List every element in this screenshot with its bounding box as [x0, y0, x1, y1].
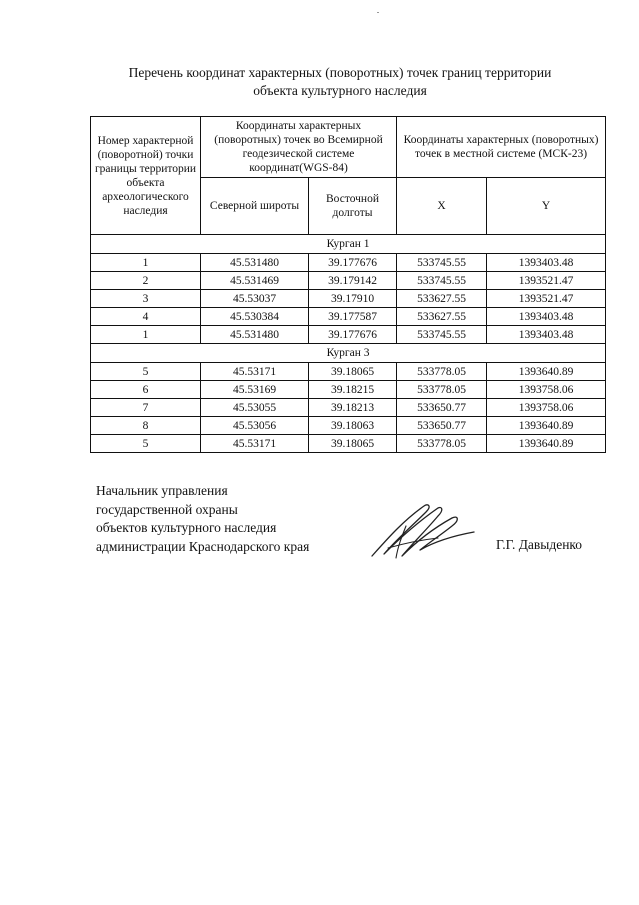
position-line-1: Начальник управления	[96, 483, 228, 498]
cell-east-longitude: 39.18215	[309, 381, 397, 399]
title-line-1: Перечень координат характерных (поворотных) точек границ территории	[128, 65, 552, 80]
cell-north-latitude: 45.530384	[201, 308, 309, 326]
signer-name: Г.Г. Давыденко	[496, 537, 583, 552]
header-point-number: Номер характерной (поворотной) точки границы территории объекта археологического наследия	[91, 117, 201, 235]
cell-x: 533745.55	[397, 272, 487, 290]
cell-point-number: 5	[91, 363, 201, 381]
cell-x: 533745.55	[397, 326, 487, 344]
cell-x: 533778.05	[397, 363, 487, 381]
cell-y: 1393758.06	[487, 399, 606, 417]
cell-point-number: 5	[91, 435, 201, 453]
cell-y: 1393521.47	[487, 272, 606, 290]
cell-y: 1393640.89	[487, 363, 606, 381]
cell-y: 1393403.48	[487, 254, 606, 272]
cell-y: 1393640.89	[487, 417, 606, 435]
cell-east-longitude: 39.17910	[309, 290, 397, 308]
position-line-4: администрации Краснодарского края	[96, 538, 310, 554]
cell-x: 533627.55	[397, 308, 487, 326]
table-row	[91, 417, 606, 435]
table-row	[91, 290, 606, 308]
cell-north-latitude: 45.53171	[201, 435, 309, 453]
cell-point-number: 3	[91, 290, 201, 308]
cell-point-number: 4	[91, 308, 201, 326]
cell-y: 1393521.47	[487, 290, 606, 308]
cell-x: 533650.77	[397, 417, 487, 435]
table-row	[91, 308, 606, 326]
table-row	[91, 326, 606, 344]
section-title: Курган 1	[91, 235, 606, 254]
header-north-latitude: Северной широты	[201, 178, 309, 235]
table-row	[91, 381, 606, 399]
header-x: X	[397, 178, 487, 235]
handwritten-signature	[368, 498, 478, 562]
cell-point-number: 7	[91, 399, 201, 417]
cell-point-number: 8	[91, 417, 201, 435]
cell-east-longitude: 39.18065	[309, 435, 397, 453]
cell-east-longitude: 39.177676	[309, 254, 397, 272]
header-msk23-group: Координаты характерных (поворотных) точек в местной системе (МСК-23)	[397, 117, 606, 178]
table-body	[91, 235, 606, 453]
table-row	[91, 399, 606, 417]
position-line-3: объектов культурного наследия	[96, 520, 277, 535]
cell-north-latitude: 45.531480	[201, 254, 309, 272]
table-row	[91, 254, 606, 272]
cell-y: 1393403.48	[487, 308, 606, 326]
position-line-2: государственной охраны	[96, 501, 238, 517]
cell-point-number: 2	[91, 272, 201, 290]
cell-east-longitude: 39.177587	[309, 308, 397, 326]
cell-point-number: 1	[91, 254, 201, 272]
coordinates-table	[90, 116, 606, 453]
header-y: Y	[487, 178, 606, 235]
cell-point-number: 1	[91, 326, 201, 344]
signature-position-block	[96, 482, 309, 556]
scan-speck	[377, 12, 379, 13]
table-row	[91, 435, 606, 453]
cell-east-longitude: 39.18065	[309, 363, 397, 381]
cell-y: 1393758.06	[487, 381, 606, 399]
cell-north-latitude: 45.53037	[201, 290, 309, 308]
cell-north-latitude: 45.53056	[201, 417, 309, 435]
cell-x: 533778.05	[397, 381, 487, 399]
cell-point-number: 6	[91, 381, 201, 399]
cell-north-latitude: 45.531480	[201, 326, 309, 344]
cell-east-longitude: 39.18213	[309, 399, 397, 417]
cell-north-latitude: 45.53171	[201, 363, 309, 381]
section-row	[91, 344, 606, 363]
cell-east-longitude: 39.179142	[309, 272, 397, 290]
section-row	[91, 235, 606, 254]
cell-x: 533778.05	[397, 435, 487, 453]
table-row	[91, 363, 606, 381]
header-wgs84-group: Координаты характерных (поворотных) точек во Всемирной геодезической системе координат(WGS-84)	[201, 117, 397, 178]
cell-east-longitude: 39.18063	[309, 417, 397, 435]
cell-x: 533745.55	[397, 254, 487, 272]
cell-y: 1393640.89	[487, 435, 606, 453]
document-title	[60, 64, 620, 100]
cell-north-latitude: 45.531469	[201, 272, 309, 290]
cell-north-latitude: 45.53055	[201, 399, 309, 417]
cell-north-latitude: 45.53169	[201, 381, 309, 399]
title-line-2: объекта культурного наследия	[253, 83, 427, 98]
header-east-longitude: Восточной долготы	[309, 178, 397, 235]
section-title: Курган 3	[91, 344, 606, 363]
cell-east-longitude: 39.177676	[309, 326, 397, 344]
cell-x: 533627.55	[397, 290, 487, 308]
table-row	[91, 272, 606, 290]
cell-y: 1393403.48	[487, 326, 606, 344]
cell-x: 533650.77	[397, 399, 487, 417]
